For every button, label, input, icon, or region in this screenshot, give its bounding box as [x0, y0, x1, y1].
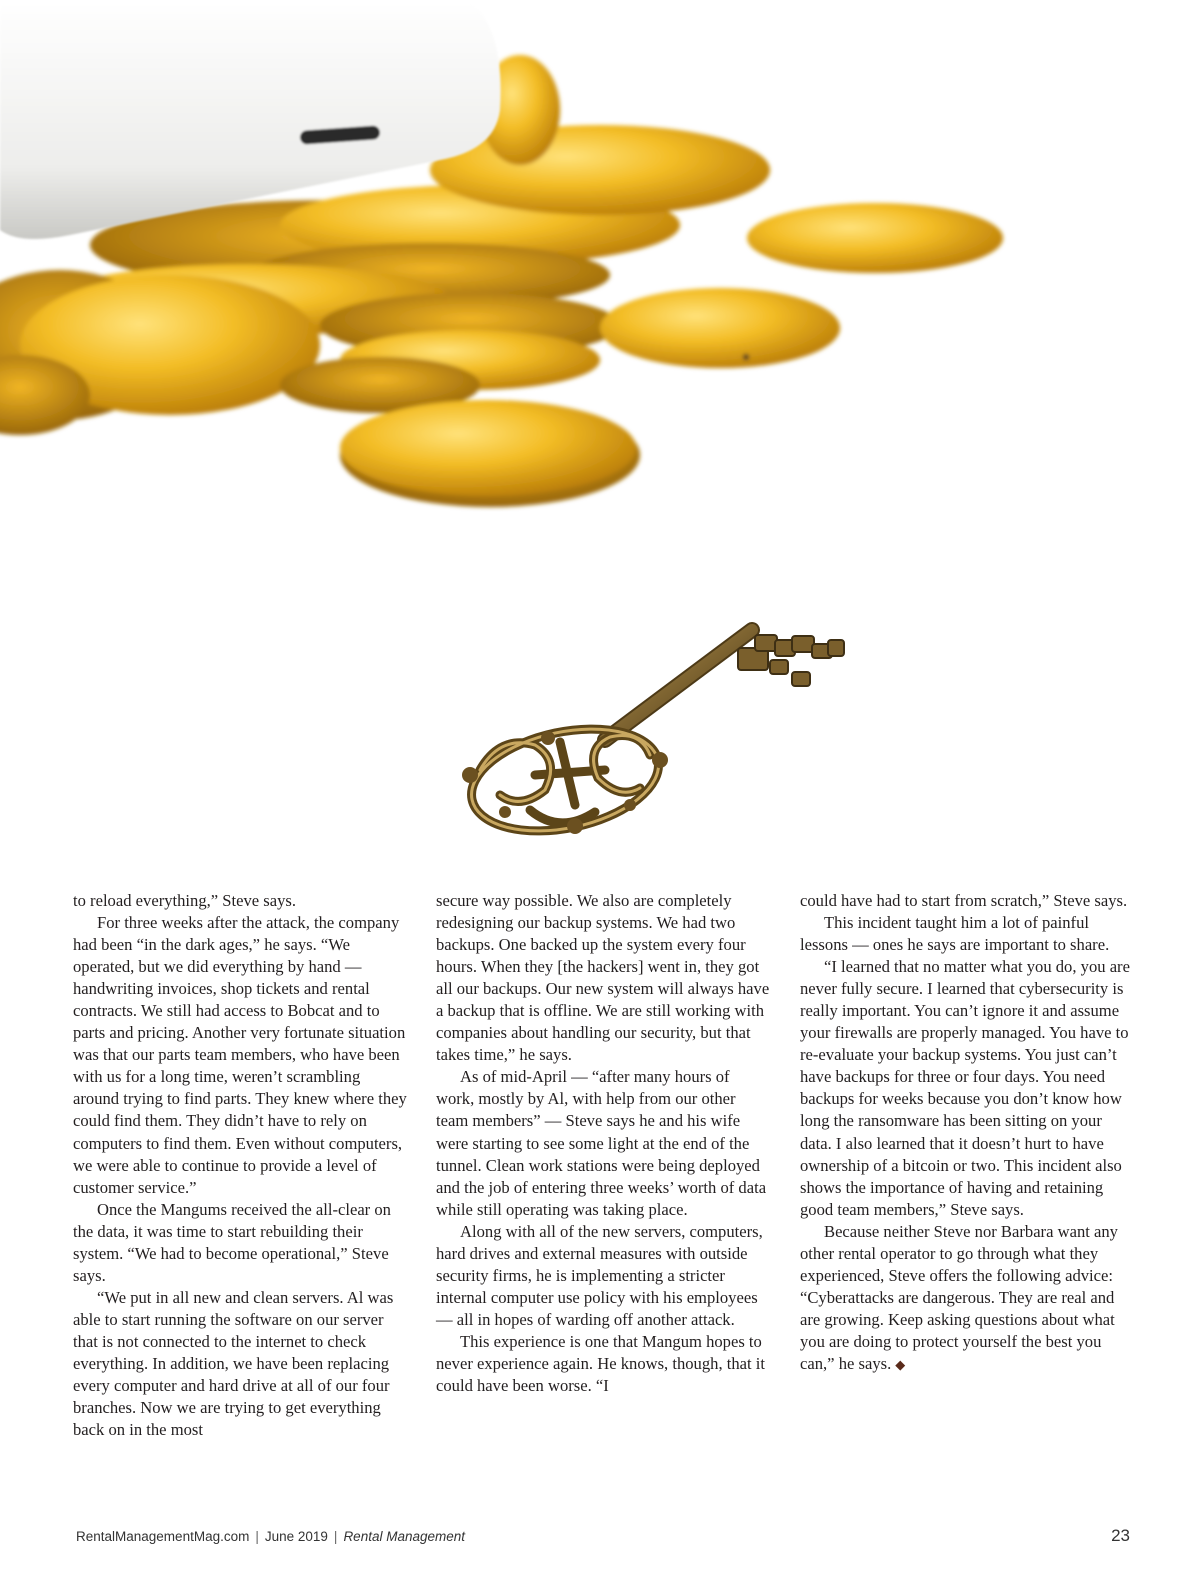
key-image [462, 630, 844, 847]
paragraph: to reload everything,” Steve says. [73, 891, 297, 910]
paragraph: “We put in all new and clean servers. Al was able to start running the software on our server that is not connected to the internet to check everything. In addition, we have been replacing every computer and hard drive at all of our four branches. Now we are trying to get everything back on in the most [73, 1287, 394, 1440]
paragraph: could have had to start from scratch,” Steve says. [800, 891, 1128, 910]
column-2 [436, 890, 771, 1397]
footer-credits [76, 1529, 465, 1544]
footer-separator: | [255, 1529, 259, 1544]
paragraph: As of mid-April — “after many hours of work, mostly by Al, with help from our other team members” — Steve says he and his wife were starting to see some light at the end of the tunnel. Clean work stations were being deployed and the job of entering three weeks’ worth of data while still operating was taking place. [436, 1067, 767, 1219]
end-of-article-icon: ◆ [895, 1356, 906, 1372]
paragraph: Along with all of the new servers, computers, hard drives and external measures with outside security firms, he is implementing a stricter internal computer use policy with his employees — all in hopes of warding off another attack. [436, 1221, 763, 1329]
paragraph [800, 1221, 1130, 1376]
paragraph: This incident taught him a lot of painful lessons — ones he says are important to share. [800, 913, 1110, 955]
footer-magazine: Rental Management [343, 1529, 466, 1544]
column-3 [800, 890, 1130, 1376]
paragraph: “I learned that no matter what you do, you are never fully secure. I learned that cybersecurity is really important. You can’t ignore it and assume your firewalls are properly managed. You have to re-evaluate your backup systems. You just can’t have backups for three or four days. You need backups for weeks because you don’t know how long the ransomware has been sitting on your data. I also learned that it doesn’t hurt to have ownership of a bitcoin or two. This incident also shows the importance of having and retaining good team members,” Steve says. [800, 957, 1130, 1219]
column-1 [73, 890, 408, 1441]
footer-separator: | [333, 1529, 338, 1544]
page-number: 23 [1111, 1526, 1130, 1545]
paragraph: Once the Mangums received the all-clear on the data, it was time to start rebuilding their system. “We had to become operational,” Steve says. [73, 1199, 391, 1285]
footer-issue: June 2019 [264, 1529, 328, 1544]
paragraph: For three weeks after the attack, the company had been “in the dark ages,” he says. “We operated, but we did everything by hand — handwriting invoices, shop tickets and rental contracts. We still had access to Bobcat and to parts and pricing. Another very fortunate situation was that our parts team members, who have been with us for a long time, weren’t scrambling around trying to find parts. They knew where they could find them. They didn’t have to rely on computers to find them. Even without computers, we were able to continue to provide a level of customer service.” [73, 913, 407, 1197]
page-footer [76, 1527, 1130, 1547]
footer-site: RentalManagementMag.com [76, 1529, 250, 1544]
paragraph: This experience is one that Mangum hopes to never experience again. He knows, though, that it could have been worse. “I [436, 1331, 765, 1396]
paragraph: secure way possible. We also are completely redesigning our backup systems. We had two backups. One backed up the system every four hours. When they [the hackers] went in, they got all our backups. Our new system will always have a backup that is offline. We are still working with companies about handling our security, but that takes time,” he says. [436, 891, 770, 1065]
paragraph-text: Because neither Steve nor Barbara want any other rental operator to go through what they experienced, Steve offers the following advice: “Cyberattacks are dangerous. They are real and are growing. Keep asking questions about what you are doing to protect yourself the best you can,” he says. [800, 1221, 1118, 1373]
